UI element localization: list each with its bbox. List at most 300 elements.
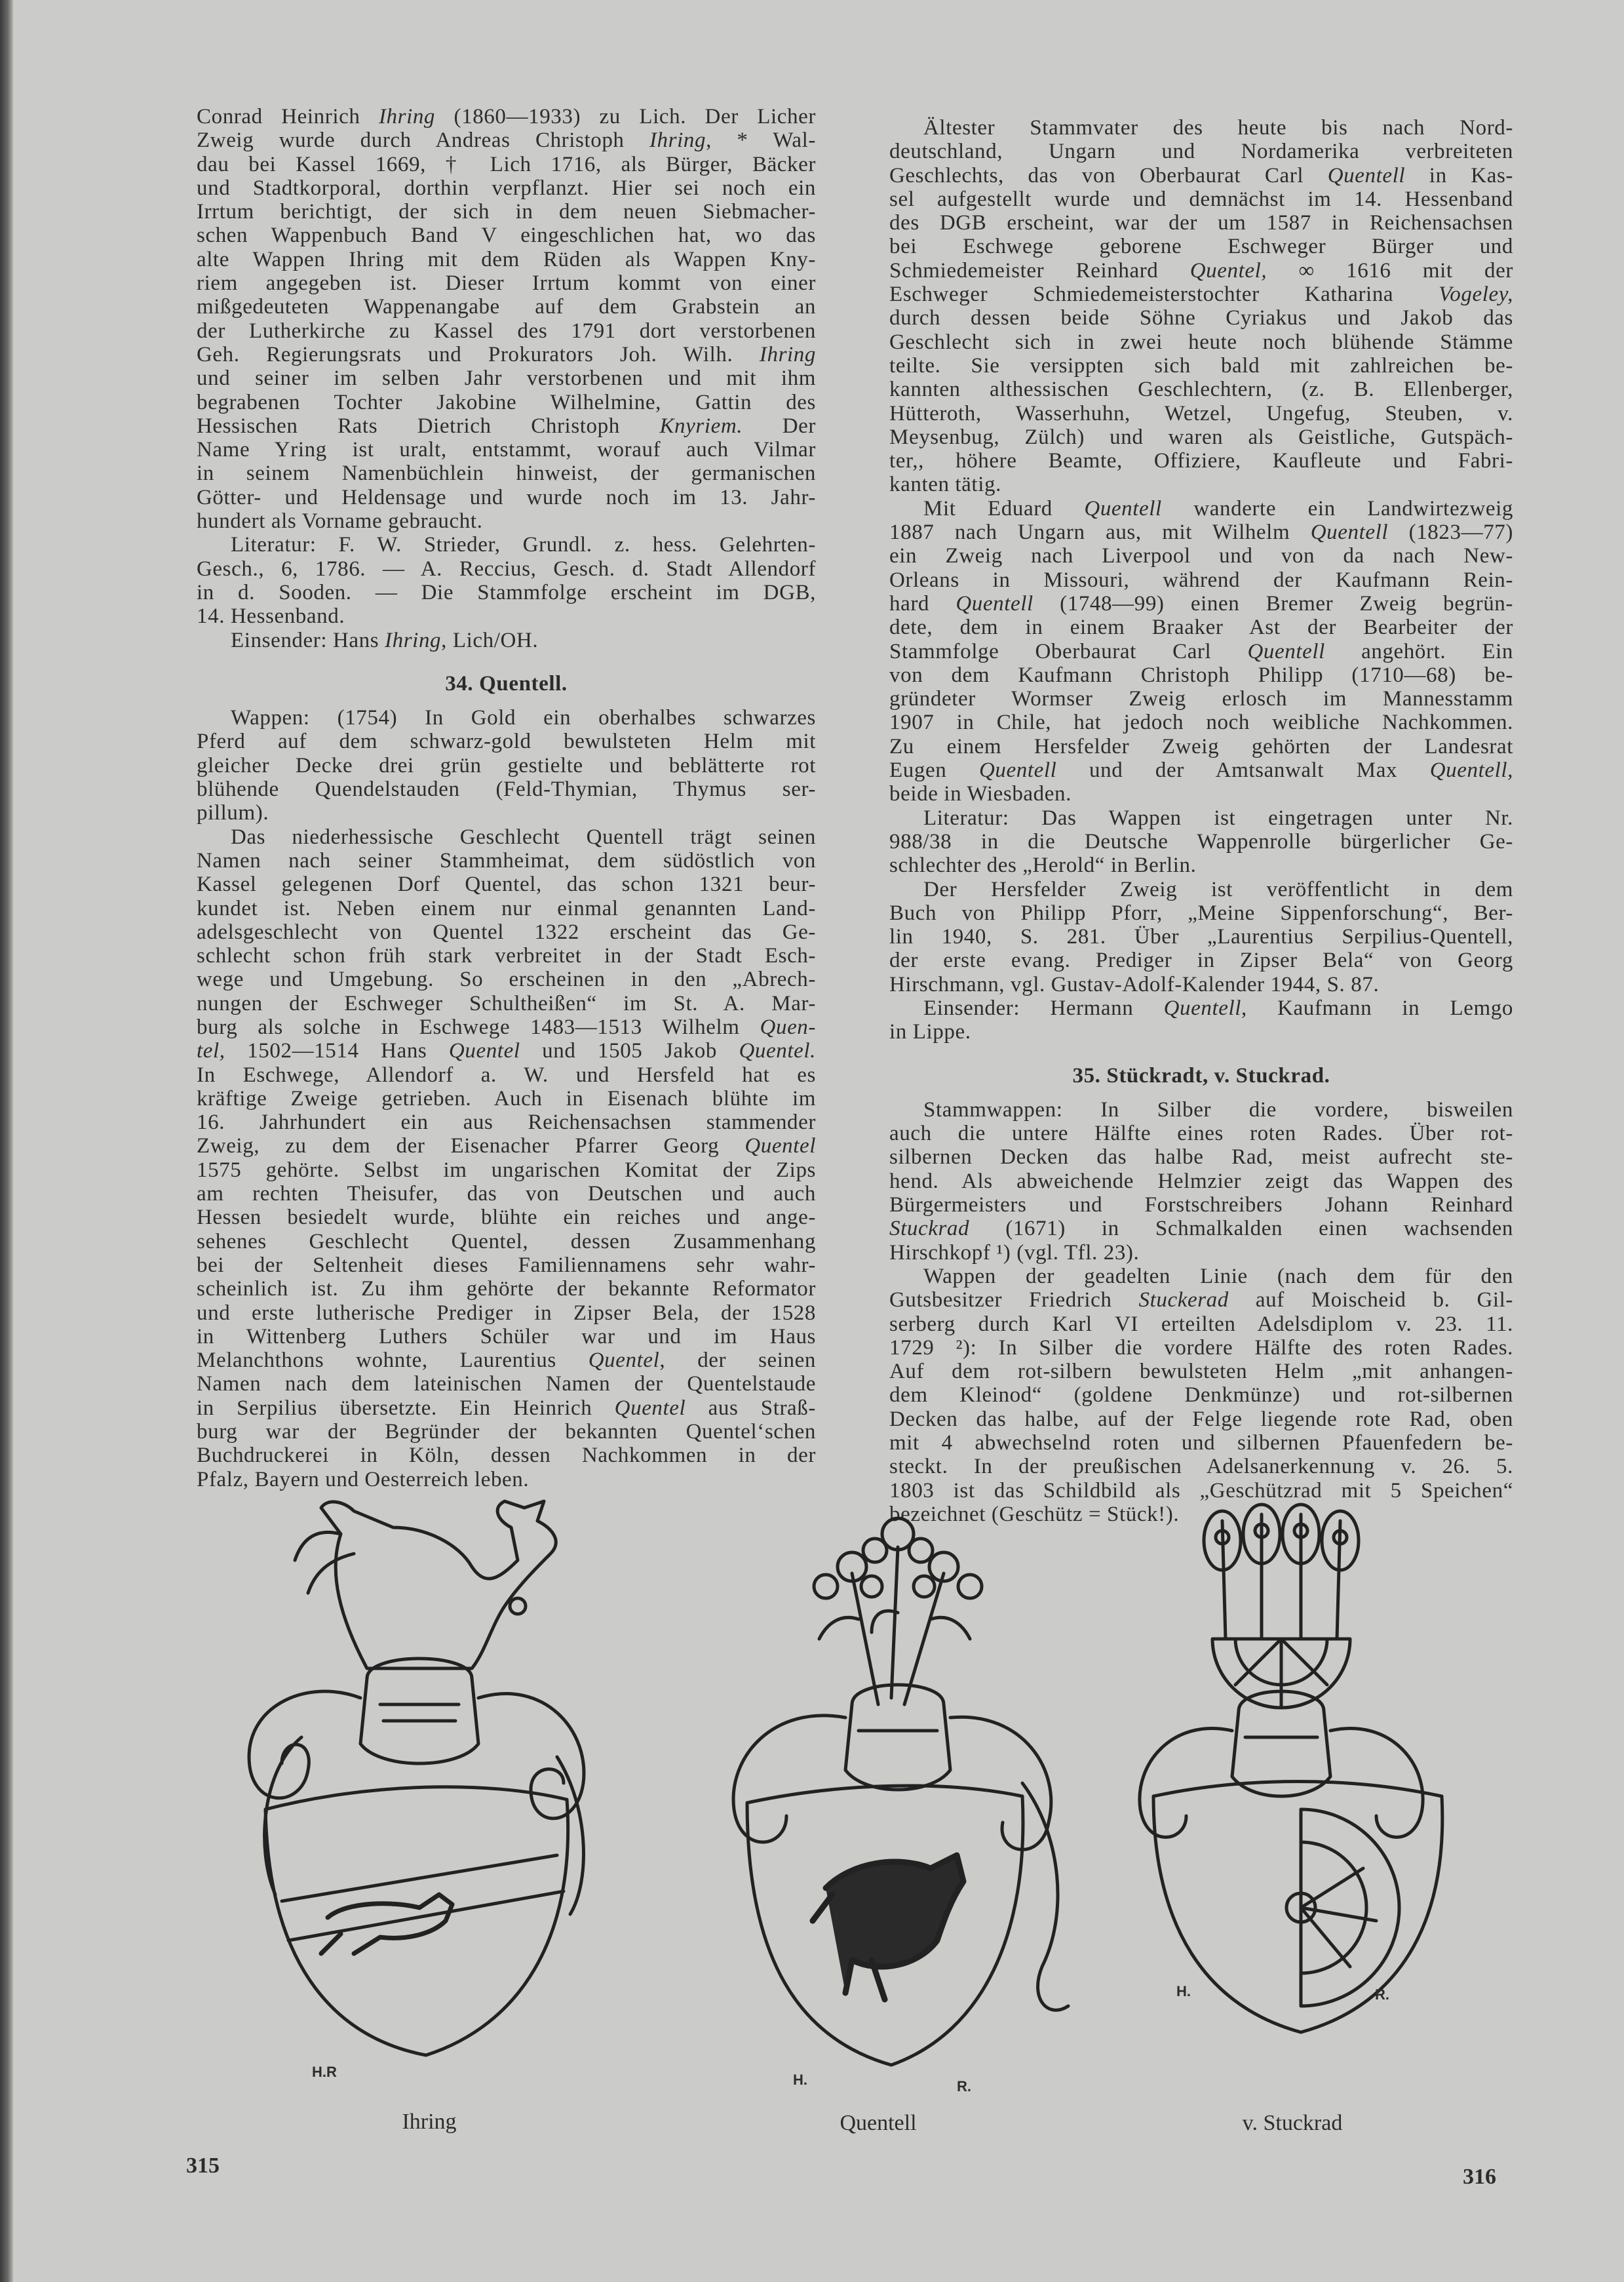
stuckrad-helmet [1232, 1691, 1330, 1796]
text-line [197, 1206, 816, 1229]
italic-name: Quentell [1327, 163, 1406, 187]
italic-name: Stuckrad [889, 1217, 970, 1241]
italic-name: Quentell [1084, 496, 1162, 521]
text-segment: Geschlechts, das von Oberbaurat Carl [889, 163, 1328, 187]
text-segment: Eschweger Schmiedemeisterstochter Katharina [889, 283, 1439, 307]
text-line [889, 164, 1513, 187]
text-segment: des DGB erscheint, war der um 1587 in Reichensachsen [889, 211, 1513, 235]
paragraph [197, 105, 816, 533]
italic-name: Quentel [588, 1348, 660, 1373]
stuckrad-shield [1153, 1782, 1442, 2033]
stuckrad-caption: v. Stuckrad [1242, 2111, 1343, 2135]
italic-name: Quentell, [1429, 758, 1513, 783]
text-segment: adelsgeschlecht von Quentel 1322 erscheint das Ge- [197, 920, 816, 944]
text-line [889, 592, 1513, 616]
text-line [889, 1503, 1513, 1526]
paragraph [197, 629, 816, 652]
text-segment: Irrtum berichtigt, der sich in dem neuen Siebmacher- [197, 200, 816, 224]
italic-name: Knyriem. [659, 414, 743, 438]
text-segment: teilte. Sie versippten sich bald mit zahlreichen be- [889, 353, 1513, 378]
text-segment: Wappen der geadelten Linie (nach dem für den [923, 1264, 1513, 1288]
text-segment: 1803 ist das Schildbild als „Geschützrad mit 5 Speichen“ [889, 1478, 1513, 1503]
text-segment: Bürgermeisters und Forstschreibers Johann Reinhard [889, 1193, 1513, 1217]
italic-name: Quentell [1310, 521, 1389, 545]
text-line [197, 391, 816, 414]
text-line [889, 854, 1513, 877]
text-segment: auf Moischeid b. Gil- [1228, 1288, 1514, 1312]
text-segment: bezeichnet (Geschütz = Stück!). [889, 1502, 1180, 1526]
quentell-monogram-left: H. [793, 2072, 807, 2088]
text-segment: Buch von Philipp Pforr, „Meine Sippenforschung“, Ber- [889, 901, 1513, 925]
text-segment: Hirschkopf ¹) (vgl. Tfl. 23). [889, 1240, 1140, 1265]
text-line [889, 235, 1513, 258]
text-segment: Schmiedemeister Reinhard [889, 258, 1190, 283]
text-line [889, 378, 1513, 401]
text-segment: in d. Sooden. — Die Stammfolge erscheint im DGB, [197, 580, 816, 604]
text-line [197, 1111, 816, 1134]
quentell-caption: Quentell [840, 2111, 917, 2135]
left-text-column [197, 105, 816, 1491]
text-segment: der erste evang. Prediger in Zipser Bela“ von Georg [889, 949, 1513, 973]
stuckrad-monogram-left: H. [1176, 1983, 1191, 1999]
text-segment: alte Wappen Ihring mit dem Rüden als Wappen Kny- [197, 247, 816, 271]
text-line [889, 425, 1513, 449]
text-line [889, 330, 1513, 354]
text-line [889, 758, 1513, 782]
text-line [197, 1087, 816, 1111]
text-segment: burg war der Begründer der bekannten Quentel‘schen [197, 1420, 816, 1444]
text-line [197, 873, 816, 896]
text-line [889, 1145, 1513, 1169]
italic-name: Quentel, [1189, 258, 1267, 283]
ihring-coat-of-arms [249, 1501, 584, 2055]
text-segment: kräftige Zweige getrieben. Auch in Eisenach blühte im [197, 1086, 816, 1111]
text-segment: nungen der Eschweger Schultheißen“ im St. A. Mar- [197, 991, 816, 1015]
italic-name: Quentel [744, 1134, 816, 1158]
section-heading: 35. Stückradt, v. Stuckrad. [1072, 1063, 1330, 1088]
text-segment: hundert als Vorname gebraucht. [197, 509, 483, 534]
italic-name: Quentel [614, 1396, 686, 1420]
text-segment: und seiner im selben Jahr verstorbenen und mit ihm [197, 366, 816, 391]
text-line [889, 663, 1513, 687]
text-segment: 14. Hessenband. [197, 604, 345, 629]
text-segment: (1823—77) [1388, 521, 1513, 545]
text-segment: Literatur: F. W. Strieder, Grundl. z. hess. Gelehrten- [231, 533, 816, 557]
text-segment: burg als solche in Eschwege 1483—1513 Wilhelm [197, 1015, 760, 1039]
paragraph [889, 878, 1513, 996]
text-segment: Ältester Stammvater des heute bis nach Nord- [923, 116, 1513, 140]
text-segment: kannten althessischen Geschlechtern, (z. B. Ellenberger, [889, 378, 1513, 402]
text-segment: Kassel gelegenen Dorf Quentel, das schon 1321 beur- [197, 873, 816, 897]
paragraph [197, 533, 816, 628]
text-segment: Auf dem rot-silbern bewulsteten Helm „mit anhangen- [889, 1360, 1513, 1384]
text-segment: sehenes Geschlecht Quentel, dessen Zusammenhang [197, 1229, 816, 1253]
text-line [197, 1182, 816, 1206]
text-segment: steckt. In der preußischen Adelsanerkennung v. 26. 5. [889, 1455, 1513, 1479]
text-line [889, 1455, 1513, 1478]
text-line [889, 1122, 1513, 1145]
quentell-coat-of-arms [733, 1518, 1068, 2065]
section-heading: 34. Quentell. [445, 671, 568, 696]
italic-name: Ihring [378, 105, 436, 128]
text-segment: In Eschwege, Allendorf a. W. und Hersfeld hat es [197, 1063, 816, 1087]
text-segment: dau bei Kassel 1669, † Lich 1716, als Bürger, Bäcker [197, 152, 816, 176]
stuckrad-mantling [1140, 1729, 1423, 1838]
text-line [889, 1431, 1513, 1455]
text-line [197, 1039, 816, 1063]
text-line [889, 1383, 1513, 1407]
text-segment: Stammwappen: In Silber die vordere, bisweilen [923, 1097, 1513, 1122]
text-segment: Geh. Regierungsrats und Prokurators Joh. Wilh. [197, 342, 760, 366]
text-segment: Hütteroth, Wasserhuhn, Wetzel, Ungefug, Steuben, v. [889, 401, 1513, 425]
text-segment: Eugen [889, 758, 979, 783]
text-line [197, 1468, 816, 1491]
ihring-dog-collar-ring [510, 1598, 526, 1614]
stuckrad-wheel-hub [1286, 1893, 1315, 1922]
text-line [889, 116, 1513, 140]
quentell-shield [747, 1786, 1023, 2065]
text-segment: in Kas- [1405, 163, 1513, 187]
text-line [197, 105, 816, 128]
text-line [197, 897, 816, 920]
text-line [197, 153, 816, 176]
text-segment: scheinlich ist. Zu ihm gehörte der bekannte Reformator [197, 1277, 816, 1301]
italic-name: Vogeley, [1439, 283, 1513, 307]
text-line [197, 509, 816, 533]
text-line [197, 629, 816, 652]
text-segment: Gesch., 6, 1786. — A. Reccius, Gesch. d. Stadt Allendorf [197, 557, 816, 581]
text-line [889, 544, 1513, 568]
text-line [197, 825, 816, 849]
text-line [889, 806, 1513, 830]
text-line [197, 706, 816, 730]
italic-name: Quentell [1247, 639, 1325, 663]
page-number-right: 316 [1463, 2165, 1496, 2189]
paragraph [889, 116, 1513, 497]
text-line [889, 830, 1513, 854]
text-line [889, 996, 1513, 1020]
ihring-dog-forelegs [295, 1532, 354, 1593]
text-segment: und erste lutherische Prediger in Zipser Bela, der 1528 [197, 1301, 816, 1325]
italic-name: Stuckerad [1138, 1288, 1229, 1312]
ihring-caption: Ihring [402, 2110, 457, 2134]
text-line [197, 754, 816, 777]
ihring-bend [282, 1855, 564, 1940]
text-line [889, 283, 1513, 306]
text-segment: ∞ 1616 mit der [1267, 258, 1513, 283]
text-line [889, 402, 1513, 425]
text-line [197, 1158, 816, 1182]
italic-name: Quentell [1163, 996, 1242, 1020]
text-segment: Hessischen Rats Dietrich Christoph [197, 414, 660, 438]
text-segment: deutschland, Ungarn und Nordamerika verbreiteten [889, 140, 1513, 164]
text-line [889, 1360, 1513, 1383]
italic-name: Quen- [760, 1015, 816, 1039]
text-line [197, 1396, 816, 1420]
text-line [889, 782, 1513, 806]
italic-name: Quentel [448, 1039, 520, 1063]
text-line [197, 604, 816, 628]
text-line [889, 949, 1513, 972]
text-segment: Geschlecht sich in zwei heute noch blühende Stämme [889, 330, 1513, 354]
text-segment: , Lich/OH. [441, 628, 539, 652]
text-line [889, 640, 1513, 663]
text-segment: Einsender: Hans [231, 628, 385, 652]
text-segment: (1671) in Schmalkalden einen wachsenden [969, 1217, 1513, 1241]
quentell-monogram-right: R. [957, 2078, 971, 2095]
text-segment: in seinem Namenbüchlein hinweist, der germanischen [197, 462, 816, 486]
text-line [197, 200, 816, 224]
text-segment: riem angegeben ist. Dieser Irrtum kommt von einer [197, 271, 816, 296]
text-line [889, 187, 1513, 211]
text-line [197, 944, 816, 968]
text-line [197, 366, 816, 390]
text-segment: Wappen: (1754) In Gold ein oberhalbes schwarzes [231, 706, 816, 730]
text-segment: kanten tätig. [889, 473, 1001, 497]
text-line [889, 1312, 1513, 1336]
text-segment: Melanchthons wohnte, Laurentius [197, 1348, 589, 1373]
text-line [889, 354, 1513, 378]
text-segment: schen Wappenbuch Band V eingeschlichen hat, wo das [197, 224, 816, 248]
stuckrad-monogram-right: R. [1375, 1986, 1389, 2003]
text-segment: dete, dem in einem Braaker Ast der Bearbeiter der [889, 616, 1513, 640]
stuckrad-coat-of-arms [1140, 1505, 1442, 2032]
text-line [197, 557, 816, 581]
text-line [889, 1241, 1513, 1265]
text-segment: pillum). [197, 801, 269, 825]
text-segment: durch dessen beide Söhne Cyriakus und Jakob das [889, 306, 1513, 330]
text-segment: Götter- und Heldensage und wurde noch im 13. Jahr- [197, 485, 816, 509]
text-segment: 1907 in Chile, hat jedoch noch weibliche Nachkommen. [889, 711, 1513, 735]
text-line [889, 1217, 1513, 1240]
text-segment: angehört. Ein [1324, 639, 1513, 663]
text-segment: wege und Umgebung. So erscheinen in den „Abrech- [197, 968, 816, 992]
text-line [889, 1407, 1513, 1431]
text-segment: Decken das halbe, auf der Felge liegende rote Rad, oben [889, 1407, 1513, 1431]
stuckrad-half-wheel-crest [1212, 1639, 1350, 1708]
text-line [197, 920, 816, 944]
italic-name: Ihring [385, 628, 442, 652]
text-segment: ter,, höhere Beamte, Offiziere, Kaufleute und Fabri- [889, 449, 1513, 473]
text-segment: Namen nach dem lateinischen Namen der Quentelstaude [197, 1372, 816, 1396]
italic-name: Ihring [649, 128, 706, 153]
text-segment: Zu einem Hersfelder Zweig gehörten der Landesrat [889, 734, 1513, 758]
text-line [889, 1020, 1513, 1044]
text-line [197, 1348, 816, 1372]
text-segment: Namen nach seiner Stammheimat, dem südöstlich von [197, 848, 816, 873]
paragraph [197, 706, 816, 825]
stuckrad-half-wheel-charge [1301, 1809, 1399, 2006]
text-segment: in Serpilius übersetzte. Ein Heinrich [197, 1396, 615, 1420]
text-line [197, 319, 816, 343]
text-segment: aus Straß- [686, 1396, 816, 1420]
text-line [197, 992, 816, 1015]
text-line [197, 730, 816, 753]
text-segment: sel aufgestellt wurde und demnächst im 14. Hessenband [889, 187, 1513, 211]
text-segment: und 1505 Jakob [520, 1039, 739, 1063]
text-segment: 1502—1514 Hans [225, 1039, 449, 1063]
text-line [197, 1063, 816, 1087]
text-line [197, 1325, 816, 1348]
paragraph [889, 497, 1513, 806]
text-segment: Orleans in Missouri, während der Kaufmann Rein- [889, 568, 1513, 592]
text-line [197, 1015, 816, 1039]
text-line [197, 1277, 816, 1301]
text-line [889, 1098, 1513, 1122]
text-line [197, 1301, 816, 1325]
text-line [197, 248, 816, 271]
paragraph [889, 996, 1513, 1044]
text-segment: dem Kleinod“ (goldene Denkmünze) und rot-silbernen [889, 1383, 1513, 1407]
text-segment: 1887 nach Ungarn aus, mit Wilhelm [889, 521, 1311, 545]
text-line [889, 901, 1513, 925]
text-line [197, 224, 816, 247]
ihring-mantling [249, 1691, 584, 1914]
text-segment: beide in Wiesbaden. [889, 782, 1072, 806]
text-line [889, 1193, 1513, 1217]
text-segment: 16. Jahrhundert ein aus Reichensachsen stammender [197, 1111, 816, 1135]
text-line [197, 128, 816, 152]
text-segment: ein Zweig nach Liverpool und von da nach New- [889, 544, 1513, 568]
text-segment: und Stadtkorporal, dorthin verpflanzt. Hier sei noch ein [197, 176, 816, 200]
text-segment: lin 1940, S. 281. Über „Laurentius Serpilius-Quentell, [889, 925, 1513, 949]
italic-name: Quentel. [739, 1039, 817, 1063]
text-segment: , Kaufmann in Lemgo [1241, 996, 1513, 1020]
text-segment: in Wittenberg Luthers Schüler war und im Haus [197, 1324, 816, 1348]
text-segment: Hessen besiedelt wurde, blühte ein reiches und ange- [197, 1206, 816, 1230]
text-segment: hard [889, 591, 956, 616]
ihring-shield [265, 1787, 568, 2055]
text-line [889, 449, 1513, 473]
text-segment: kundet ist. Neben einem nur einmal genannten Land- [197, 896, 816, 920]
text-line [197, 1420, 816, 1444]
text-segment: 988/38 in die Deutsche Wappenrolle bürgerlicher Ge- [889, 829, 1513, 854]
text-segment: , * Wal- [706, 128, 816, 153]
text-segment: Hirschmann, vgl. Gustav-Adolf-Kalender 1944, S. 87. [889, 972, 1380, 996]
italic-name: tel, [197, 1039, 225, 1063]
text-segment: bei der Seltenheit dieses Familiennamens sehr wahr- [197, 1253, 816, 1277]
text-segment: gründeter Wormser Zweig erlosch im Mannesstamm [889, 687, 1513, 711]
text-line [889, 878, 1513, 901]
text-segment: von dem Kaufmann Christoph Philipp (1710—68) be- [889, 663, 1513, 687]
text-line [889, 497, 1513, 521]
text-line [197, 968, 816, 991]
text-line [889, 711, 1513, 734]
text-line [197, 462, 816, 485]
right-text-column [889, 116, 1513, 1526]
text-line [197, 533, 816, 557]
text-segment: schlechter des „Herold“ in Berlin. [889, 854, 1197, 878]
text-segment: (1860—1933) zu Lich. Der Licher [435, 105, 816, 128]
text-line [889, 735, 1513, 758]
text-segment: 1575 gehörte. Selbst im ungarischen Komitat der Zips [197, 1158, 816, 1182]
text-segment: serberg durch Karl VI erteilten Adelsdiplom v. 23. 11. [889, 1312, 1513, 1336]
text-segment: der Lutherkirche zu Kassel des 1791 dort verstorbenen [197, 319, 816, 343]
text-segment: Der Hersfelder Zweig ist veröffentlicht in dem [923, 877, 1513, 901]
text-line [197, 581, 816, 604]
italic-name: Quentell [956, 591, 1034, 616]
text-line [889, 521, 1513, 544]
text-segment: (1748—99) einen Bremer Zweig begrün- [1033, 591, 1513, 616]
text-line [197, 777, 816, 801]
text-segment: bei Eschwege geborene Eschweger Bürger und [889, 235, 1513, 259]
text-segment: Der [743, 414, 817, 438]
text-segment: Mit Eduard [923, 496, 1085, 521]
text-segment: Meysenbug, Zülch) und waren als Geistliche, Gutspäch- [889, 425, 1513, 449]
text-line [197, 343, 816, 366]
text-segment: Das niederhessische Geschlecht Quentell trägt seinen [231, 825, 816, 849]
text-segment: blühende Quendelstauden (Feld-Thymian, Thymus ser- [197, 777, 816, 802]
text-segment: Zweig wurde durch Andreas Christoph [197, 128, 649, 153]
text-segment: Stammfolge Oberbaurat Carl [889, 639, 1248, 663]
text-line [889, 1479, 1513, 1503]
paragraph [889, 1098, 1513, 1265]
text-line [197, 295, 816, 319]
text-line [197, 1134, 816, 1158]
italic-name: Quentell [978, 758, 1057, 783]
text-segment: Name Yring ist uralt, entstammt, worauf auch Vilmar [197, 438, 816, 462]
text-line [889, 473, 1513, 496]
text-line [197, 438, 816, 462]
text-line [889, 1288, 1513, 1312]
text-segment: Conrad Heinrich [197, 105, 379, 128]
text-segment: Einsender: Hermann [923, 996, 1164, 1020]
text-segment: silbernen Decken das halbe Rad, meist aufrecht ste- [889, 1145, 1513, 1170]
ihring-monogram: H.R [312, 2064, 337, 2080]
text-segment: begrabenen Tochter Jakobine Wilhelmine, Gattin des [197, 390, 816, 414]
text-line [889, 1336, 1513, 1360]
text-line [889, 140, 1513, 163]
text-line [889, 568, 1513, 592]
text-segment: schlecht schon früh stark verbreitet in der Stadt Esch- [197, 944, 816, 968]
text-line [197, 486, 816, 509]
text-segment: Zweig, zu dem der Eisenacher Pfarrer Georg [197, 1134, 745, 1158]
text-segment: und der Amtsanwalt Max [1056, 758, 1430, 783]
text-line [197, 1372, 816, 1396]
text-segment: mit 4 abwechselnd roten und silbernen Pfauenfedern be- [889, 1431, 1513, 1455]
ihring-dog-charge [321, 1895, 452, 1954]
text-line [197, 1230, 816, 1253]
quentell-horse-charge [813, 1855, 963, 1999]
text-line [889, 211, 1513, 235]
ihring-helmet [360, 1659, 478, 1763]
text-line [889, 306, 1513, 330]
text-line [889, 259, 1513, 283]
paragraph [889, 806, 1513, 878]
quentell-helmet [845, 1685, 950, 1790]
text-segment: mißgedeuteten Wappenangabe auf dem Grabstein an [197, 295, 816, 319]
quentell-flower-stems [852, 1547, 944, 1704]
quentell-mantling [733, 1716, 1068, 2010]
text-segment: Pferd auf dem schwarz-gold bewulsteten Helm mit [197, 730, 816, 754]
text-line [197, 414, 816, 438]
text-line [197, 1444, 816, 1467]
text-line [197, 849, 816, 873]
text-line [889, 925, 1513, 949]
text-segment: Pfalz, Bayern und Oesterreich leben. [197, 1467, 530, 1491]
paragraph [889, 1265, 1513, 1526]
text-segment: Buchdruckerei in Köln, dessen Nachkommen in der [197, 1444, 816, 1468]
page-number-left: 315 [186, 2154, 220, 2178]
ihring-dog-crest [321, 1501, 556, 1668]
text-segment: 1729 ²): In Silber die vordere Hälfte des roten Rades. [889, 1335, 1513, 1360]
text-segment: Gutsbesitzer Friedrich [889, 1288, 1139, 1312]
text-segment: am rechten Theisufer, das von Deutschen und auch [197, 1182, 816, 1206]
text-segment: auch die untere Hälfte eines roten Rades. Über rot- [889, 1122, 1513, 1146]
italic-name: Ihring [759, 342, 816, 366]
text-segment: , der seinen [659, 1348, 816, 1373]
text-line [889, 687, 1513, 711]
